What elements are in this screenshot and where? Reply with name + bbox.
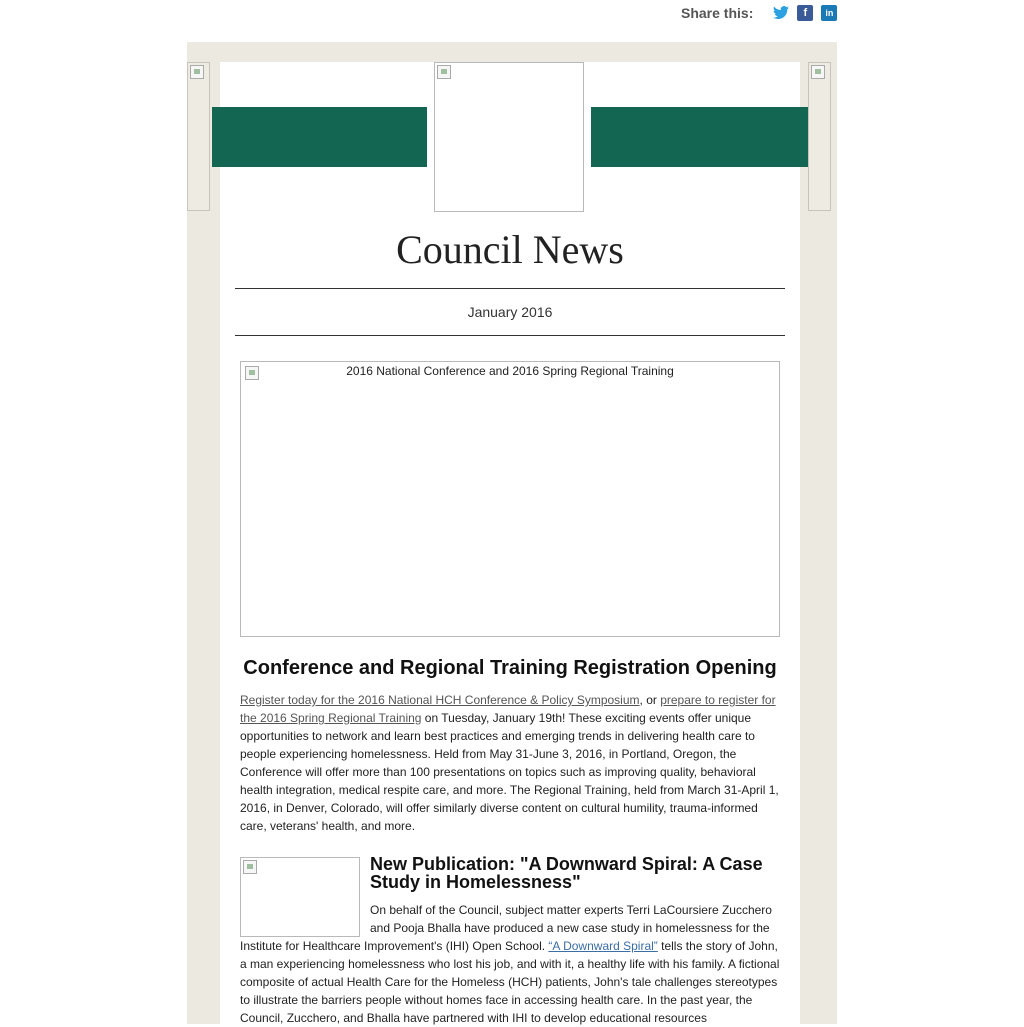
broken-image-icon <box>811 65 825 79</box>
broken-image-icon <box>190 65 204 79</box>
hero-alt-text: 2016 National Conference and 2016 Spring Regional Training <box>346 364 674 378</box>
header-band-right <box>591 107 808 167</box>
broken-image-icon <box>437 65 451 79</box>
twitter-icon[interactable] <box>773 5 789 21</box>
publication-body-text: tells the story of John, a man experiencing homelessness who lost his job, and with it, a healthy life with his family. A fictional composite of actual Health Care for the Homeless (HCH) patients, John's tale challenges stereotypes to illustrate the barriers people without homes face in accessing health care. In the past year, the Council, Zucchero, and Bhalla have partnered with IHI to develop educational resources <box>240 939 780 1025</box>
council-logo-image[interactable] <box>434 62 584 212</box>
linkedin-icon[interactable]: in <box>821 5 837 21</box>
publication-body-rest <box>240 937 780 1027</box>
left-side-image <box>187 62 210 211</box>
publication-body-mid: Institute for Healthcare Improvement's (IHI) Open School. <box>240 939 549 953</box>
conjunction-text: , or <box>639 693 661 707</box>
facebook-icon[interactable]: f <box>797 5 813 21</box>
conference-hero-image[interactable] <box>240 361 780 637</box>
downward-spiral-link[interactable]: “A Downward Spiral” <box>548 939 658 953</box>
article-body-conference <box>240 691 780 835</box>
share-label: Share this: <box>681 5 754 21</box>
divider-top <box>235 288 785 289</box>
right-side-image <box>808 62 831 211</box>
broken-image-icon <box>243 860 257 874</box>
register-training-link[interactable]: prepare to register for the 2016 Spring Regional Training <box>240 693 776 725</box>
share-bar <box>681 3 837 23</box>
conference-body-text: on Tuesday, January 19th! These exciting events offer unique opportunities to network and learn best practices and emerging trends in delivering health care to people experiencing homelessness. Held from May 31-June 3, 2016, in Portland, Oregon, the Conference will offer more than 100 presentations on topics such as improving quality, behavioral health integration, medical respite care, and more. The Regional Training, held from March 31-April 1, 2016, in Denver, Colorado, will offer similarly diverse content on cultural humility, trauma-informed care, veterans' health, and more. <box>240 711 779 833</box>
publication-thumbnail[interactable] <box>240 857 360 937</box>
article-heading-conference: Conference and Regional Training Registration Opening <box>243 657 777 679</box>
article-heading-publication: New Publication: "A Downward Spiral: A Case Study in Homelessness" <box>370 854 763 892</box>
publication-body-top: On behalf of the Council, subject matter experts Terri LaCoursiere Zucchero and Pooja Bhalla have produced a new case study in homelessness for the <box>370 903 772 935</box>
register-conference-link[interactable]: Register today for the 2016 National HCH Conference & Policy Symposium <box>240 693 640 707</box>
header-band-left <box>212 107 427 167</box>
newsletter-title: Council News <box>396 227 624 272</box>
issue-date: January 2016 <box>467 304 553 320</box>
divider-bottom <box>235 335 785 336</box>
